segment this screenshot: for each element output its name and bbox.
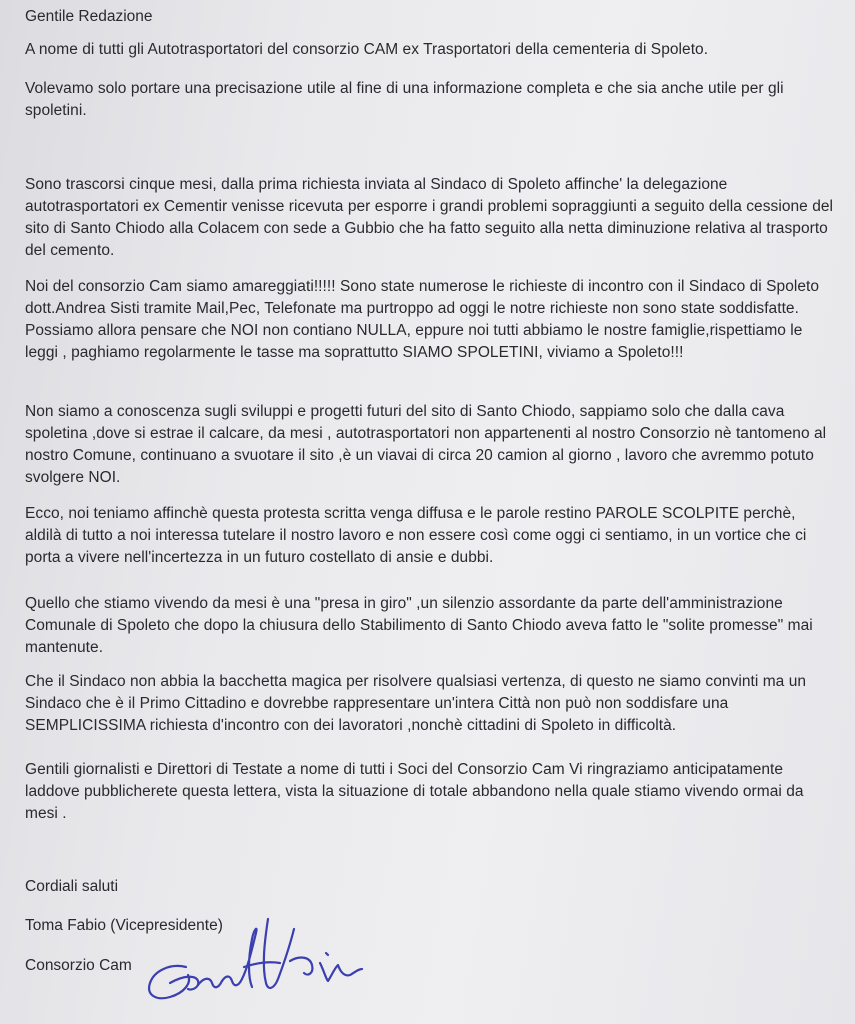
- intro-paragraph: A nome di tutti gli Autotrasportatori del consorzio CAM ex Trasportatori della cementeria di Spoleto.: [25, 41, 709, 58]
- purpose-paragraph: Volevamo solo portare una precisazione utile al fine di una informazione completa e che sia anche utile per gli spoletini.: [25, 80, 784, 119]
- background-paragraph: Sono trascorsi cinque mesi, dalla prima richiesta inviata al Sindaco di Spoleto affinche' la delegazione autotrasportatori ex Cementir venisse ricevuta per esporre i grandi problemi sopraggiunti a seguito della cessione del sito di Santo Chiodo alla Colacem con sede a Gubbio che ha fatto seguito alla netta diminuzione relativa al trasporto del cemento.: [25, 176, 834, 259]
- organization-name: Consorzio Cam: [25, 957, 132, 974]
- thanks-paragraph: Gentili giornalisti e Direttori di Testate a nome di tutti i Soci del Consorzio Cam Vi ringraziamo anticipatamente laddove pubblicherete questa lettera, vista la situazione di totale abbandono nella quale stiamo vivendo ormai da mesi .: [25, 761, 804, 822]
- protest-paragraph: Ecco, noi teniamo affinchè questa protesta scritta venga diffusa e le parole restino PAROLE SCOLPITE perchè, aldilà di tutto a noi interessa tutelare il nostro lavoro e non essere così come oggi ci sentiamo, in un vortice che ci porta a vivere nell'incertezza in un futuro costellato di ansie e dubbi.: [25, 505, 807, 566]
- mayor-paragraph: Che il Sindaco non abbia la bacchetta magica per risolvere qualsiasi vertenza, di questo ne siamo convinti ma un Sindaco che è il Primo Cittadino e dovrebbe rappresentare un'intera Città non può non soddisfare una SEMPLICISSIMA richiesta d'incontro con dei lavoratori ,nonchè cittadini di Spoleto in difficoltà.: [25, 673, 807, 734]
- letter-greeting: Gentile Redazione: [25, 8, 153, 25]
- signer-name: Toma Fabio (Vicepresidente): [25, 917, 223, 934]
- promises-paragraph: Quello che stiamo vivendo da mesi è una "presa in giro" ,un silenzio assordante da parte dell'amministrazione Comunale di Spoleto che dopo la chiusura dello Stabilimento di Santo Chiodo aveva fatto le "solite promesse" mai mantenute.: [25, 595, 813, 656]
- letter-closing: Cordiali saluti: [25, 878, 119, 895]
- requests-paragraph: Noi del consorzio Cam siamo amareggiati!!!!! Sono state numerose le richieste di incontro con il Sindaco di Spoleto dott.Andrea Sisti tramite Mail,Pec, Telefonate ma purtroppo ad oggi le notre richieste non sono state soddisfatte. Possiamo allora pensare che NOI non contiano NULLA, eppure noi tutti abbiamo le nostre famiglie,rispettiamo le leggi , paghiamo regolarmente le tasse ma soprattutto SIAMO SPOLETINI, viviamo a Spoleto!!!: [25, 278, 820, 361]
- site-paragraph: Non siamo a conoscenza sugli sviluppi e progetti futuri del sito di Santo Chiodo, sappiamo solo che dalla cava spoletina ,dove si estrae il calcare, da mesi , autotrasportatori non appartenenti al nostro Consorzio nè tantomeno al nostro Comune, continuano a svuotare il sito ,è un viavai di circa 20 camion al giorno , lavoro che avremmo potuto svolgere NOI.: [25, 403, 827, 486]
- handwritten-signature: [140, 905, 380, 1015]
